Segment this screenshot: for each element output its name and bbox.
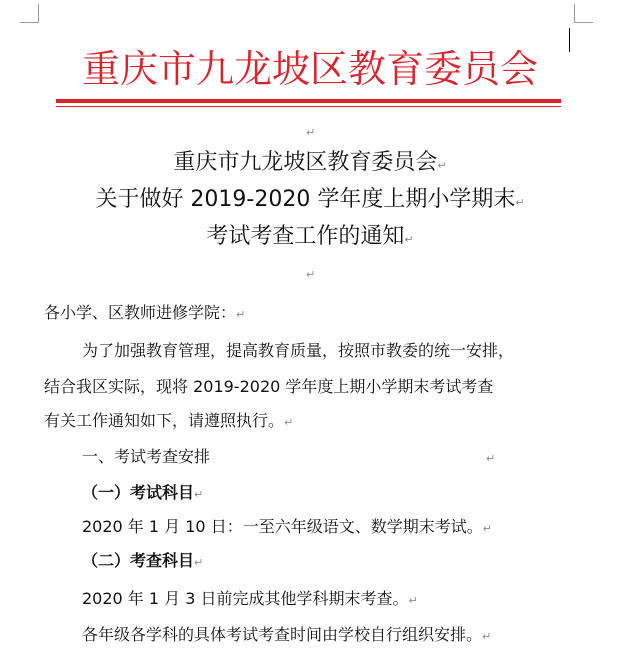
title-line-1-text: 重庆市九龙坡区教育委员会	[173, 150, 438, 175]
section-1-heading	[82, 442, 210, 472]
subsection-1-heading	[82, 478, 203, 510]
subsection-1-heading-text: （一）考试科目	[82, 483, 195, 502]
notice-title-line-3	[0, 220, 620, 257]
paragraph-mark-icon: ↵	[515, 196, 525, 209]
last-line-text: 各年级各学科的具体考试考查时间由学校自行组织安排。	[82, 625, 483, 644]
paragraph-mark-icon: ↵	[404, 233, 414, 246]
paragraph-mark-icon: ↵	[306, 268, 316, 281]
last-line	[82, 620, 491, 652]
title-line-2-text: 关于做好 2019-2020 学年度上期小学期末	[95, 187, 516, 212]
crop-mark-top-right	[574, 4, 593, 23]
crop-mark-top-left	[20, 4, 39, 23]
intro-line-3	[44, 406, 293, 438]
subsection-2-heading	[82, 546, 203, 578]
paragraph-mark-icon: ↵	[408, 594, 418, 607]
salutation-text: 各小学、区教师进修学院：	[44, 303, 237, 322]
subsection-2-text	[82, 584, 418, 616]
paragraph-mark-icon: ↵	[236, 308, 246, 321]
paragraph-mark-icon: ↵	[486, 452, 496, 465]
title-line-3-text: 考试考查工作的通知	[206, 224, 405, 249]
notice-title-line-1	[0, 146, 620, 183]
intro-line-2: 结合我区实际，现将 2019-2020 学年度上期小学期末考试考查	[44, 377, 494, 396]
notice-title-line-2	[0, 183, 620, 220]
subsection-1-text-content: 2020 年 1 月 10 日：一至六年级语文、数学期末考试。	[82, 517, 483, 536]
subsection-1-text	[82, 512, 492, 544]
paragraph-mark-icon: ↵	[284, 416, 294, 429]
paragraph-mark-icon: ↵	[482, 522, 492, 535]
paragraph-mark-icon: ↵	[194, 556, 204, 569]
paragraph-mark-icon: ↵	[306, 126, 316, 139]
paragraph-mark-icon: ↵	[194, 488, 204, 501]
salutation	[44, 298, 245, 330]
intro-line-3-text: 有关工作通知如下，请遵照执行。	[44, 411, 285, 430]
letterhead-rule-thin	[56, 106, 561, 107]
paragraph-mark-icon: ↵	[437, 159, 447, 172]
subsection-2-heading-text: （二）考查科目	[82, 551, 195, 570]
intro-line-1: 为了加强教育管理，提高教育质量，按照市教委的统一安排，	[82, 341, 515, 360]
letterhead-org-name: 重庆市九龙坡区教育委员会	[81, 47, 538, 91]
subsection-2-text-content: 2020 年 1 月 3 日前完成其他学科期末考查。	[82, 589, 409, 608]
letterhead-rule-thick	[56, 99, 561, 103]
paragraph-mark-icon: ↵	[482, 630, 492, 643]
section-1-heading-text: 一、考试考查安排	[82, 447, 211, 466]
